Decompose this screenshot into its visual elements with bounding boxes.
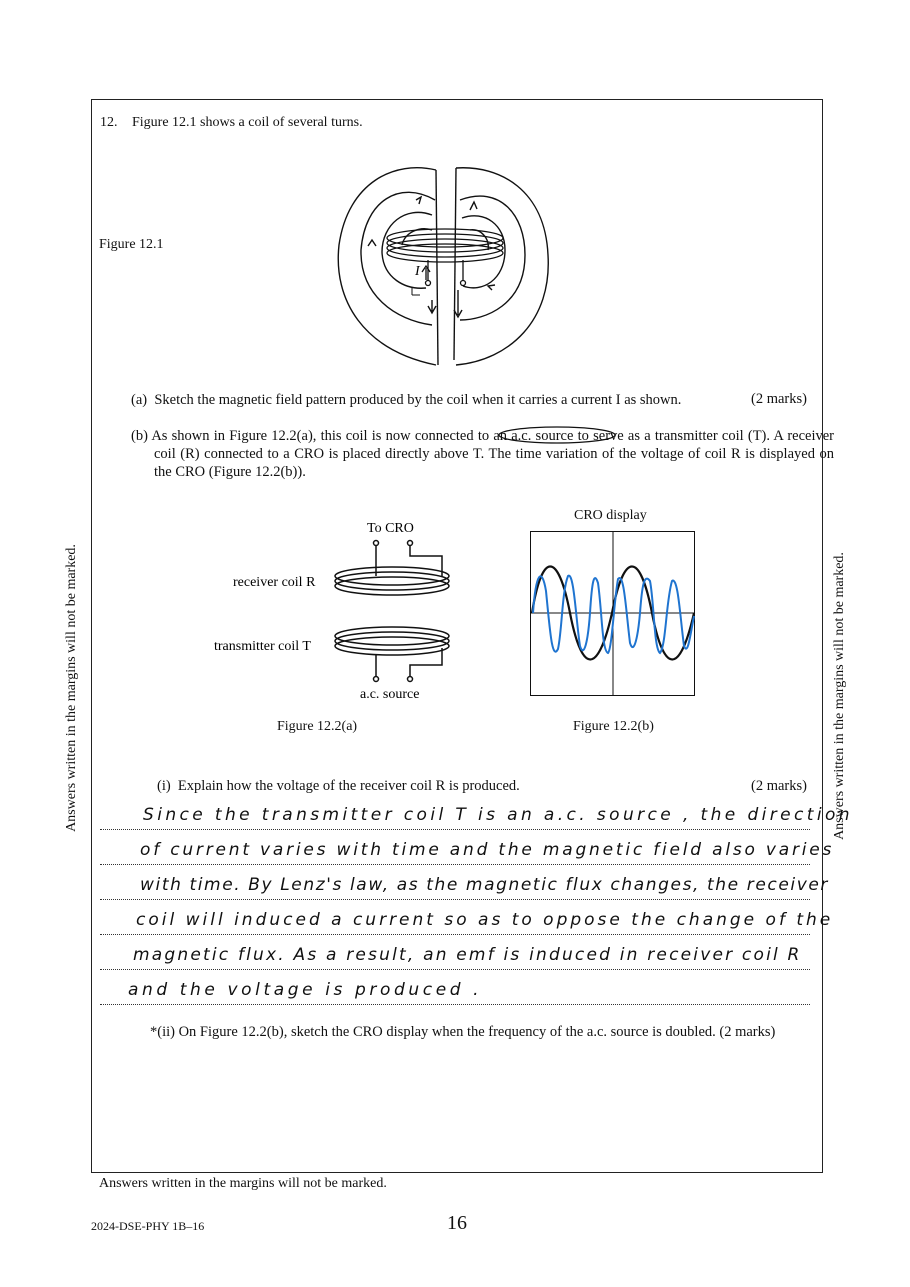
answer-line-3	[100, 899, 810, 900]
student-circle-mark	[495, 423, 620, 447]
bottom-margin-note: Answers written in the margins will not be marked.	[99, 1176, 387, 1191]
receiver-coil	[335, 541, 449, 596]
part-a-text: (a) Sketch the magnetic field pattern produced by the coil when it carries a current I as shown.	[131, 392, 682, 408]
transmitter-coil-label: transmitter coil T	[214, 639, 311, 654]
transmitter-coil	[335, 627, 449, 682]
part-b-ii-text: *(ii) On Figure 12.2(b), sketch the CRO display when the frequency of the a.c. source is doubled. (2 marks)	[150, 1024, 776, 1040]
answer-line-6	[100, 1004, 810, 1005]
figure-12-1-label: Figure 12.1	[99, 237, 164, 252]
figure-12-1-diagram	[320, 160, 570, 390]
answer-line-4	[100, 934, 810, 935]
cro-display	[530, 531, 696, 697]
figure-12-2b-caption: Figure 12.2(b)	[573, 719, 654, 734]
part-b-i-text: (i) Explain how the voltage of the receiver coil R is produced.	[157, 778, 520, 794]
to-cro-label: To CRO	[367, 521, 414, 536]
left-margin-note: Answers written in the margins will not be marked.	[64, 544, 79, 832]
figure-12-2a-caption: Figure 12.2(a)	[277, 719, 358, 734]
figure-12-2a-diagram	[200, 510, 470, 710]
right-margin-note: Answers written in the margins will not be marked.	[832, 552, 847, 840]
handwritten-answer-line-4: coil will induced a current so as to oppose the change of the	[136, 910, 834, 930]
part-b-text: (b) As shown in Figure 12.2(a), this coil is now connected to an a.c. source to serve as a transmitter coil (T). A receiver coil (R) connected to a CRO is placed directly above T. The time variation of the voltage of coil R is displayed on the CRO (Figure 12.2(b)).	[131, 428, 834, 480]
part-b-i-marks: (2 marks)	[751, 778, 807, 794]
handwritten-answer-line-6: and the voltage is produced .	[128, 980, 483, 1000]
field-lines-sketch	[338, 168, 548, 365]
answer-line-5	[100, 969, 810, 970]
answer-line-2	[100, 864, 810, 865]
current-label: I	[415, 264, 420, 279]
page-number: 16	[447, 1212, 467, 1234]
handwritten-answer-line-2: of current varies with time and the magnetic field also varies	[140, 840, 835, 860]
part-a-marks: (2 marks)	[751, 391, 807, 407]
question-intro: Figure 12.1 shows a coil of several turns.	[132, 115, 363, 130]
receiver-coil-label: receiver coil R	[233, 575, 316, 590]
paper-code: 2024-DSE-PHY 1B–16	[91, 1219, 205, 1233]
cro-title: CRO display	[574, 508, 647, 523]
handwritten-answer-line-3: with time. By Lenz's law, as the magnetic flux changes, the receiver	[140, 875, 830, 895]
question-number: 12.	[100, 115, 118, 130]
handwritten-answer-line-1: Since the transmitter coil T is an a.c. source , the direction	[143, 805, 853, 825]
ac-source-label: a.c. source	[360, 687, 420, 702]
handwritten-answer-line-5: magnetic flux. As a result, an emf is induced in receiver coil R	[133, 945, 802, 965]
answer-line-1	[100, 829, 810, 830]
